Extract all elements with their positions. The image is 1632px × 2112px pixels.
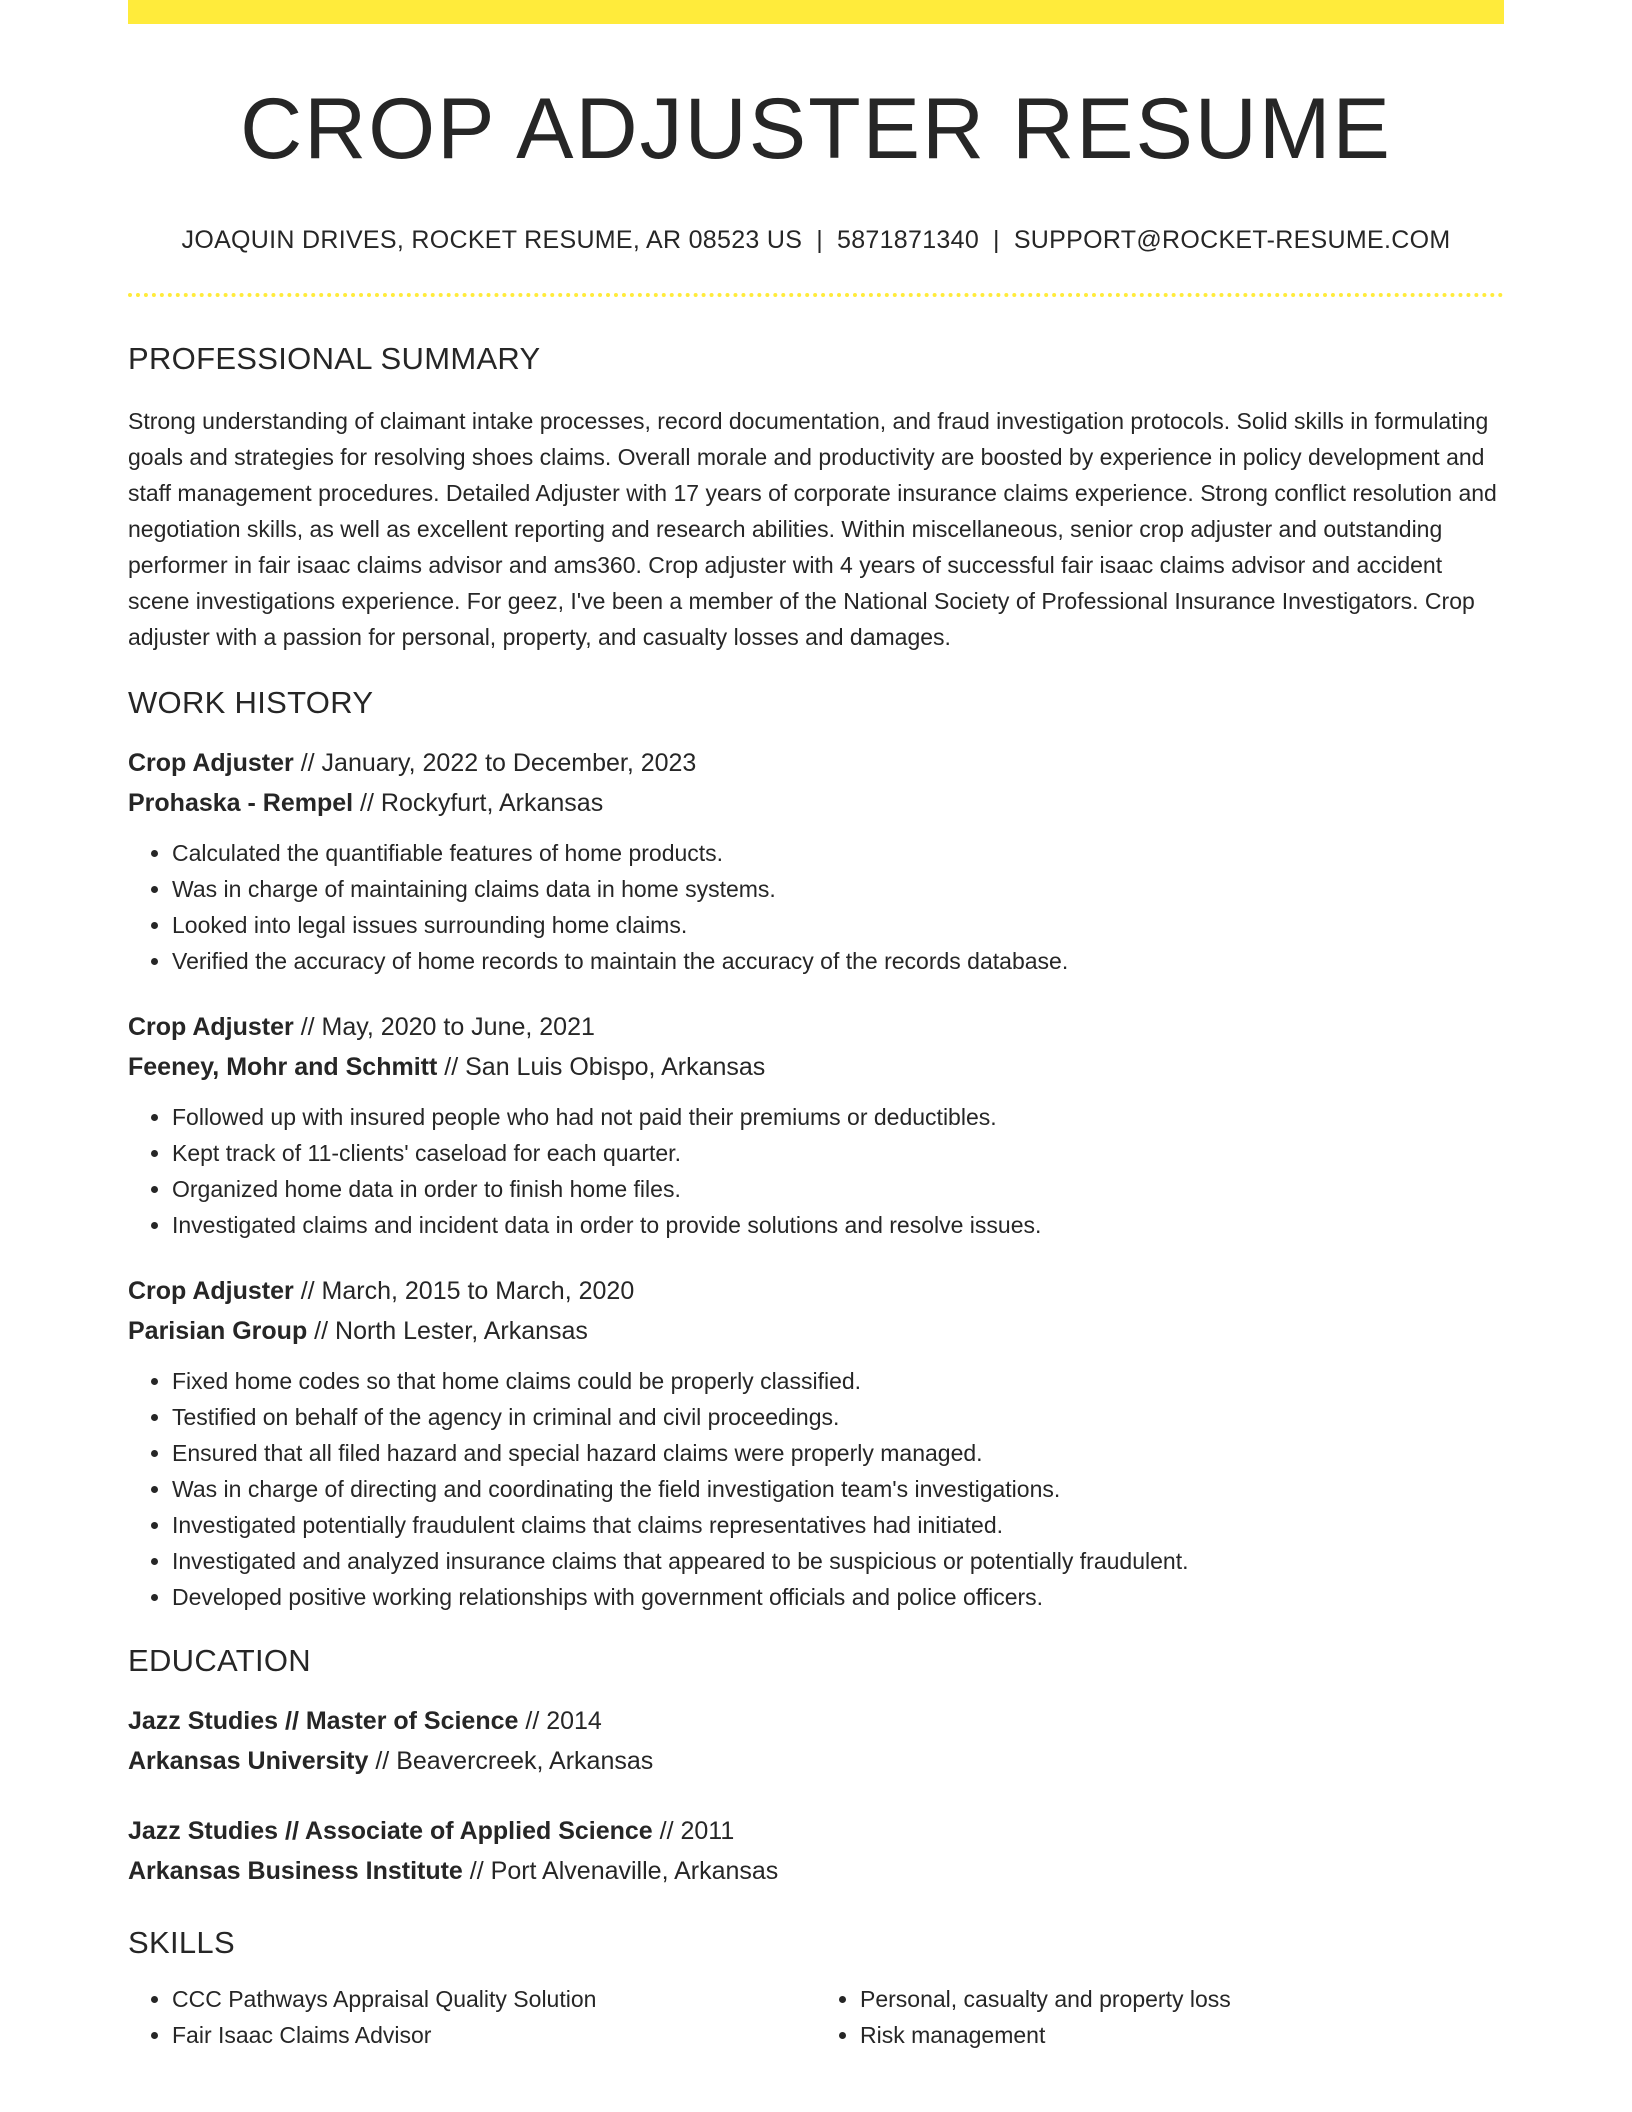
job-bullet: • Kept track of 11-clients' caseload for each quarter.	[172, 1135, 1504, 1171]
job-bullet: • Testified on behalf of the agency in criminal and civil proceedings.	[172, 1399, 1504, 1435]
job-company: Prohaska - Rempel	[128, 789, 354, 818]
job-company: Parisian Group	[128, 1317, 308, 1346]
job-bullet: • Organized home data in order to finish home files.	[172, 1171, 1504, 1207]
job-company-line	[128, 1311, 1504, 1351]
work-history-heading: WORK HISTORY	[128, 685, 374, 721]
job-bullet: • Investigated and analyzed insurance claims that appeared to be suspicious or potentially fraudulent.	[172, 1543, 1504, 1579]
job-title-line	[128, 1007, 1504, 1047]
education-entry	[128, 1701, 1504, 1781]
education-degree-line	[128, 1811, 1504, 1851]
job-title: Crop Adjuster	[128, 749, 294, 778]
resume-page	[128, 0, 1504, 2053]
job-dates: January, 2022 to December, 2023	[321, 749, 697, 778]
job-bullet: • Was in charge of directing and coordinating the field investigation team's investigations.	[172, 1471, 1504, 1507]
line-separator: //	[293, 1013, 322, 1042]
job-title: Crop Adjuster	[128, 1013, 294, 1042]
job-bullets	[128, 835, 1504, 979]
contact-line	[128, 226, 1504, 255]
education-school-line	[128, 1851, 1504, 1891]
job-bullet: • Calculated the quantifiable features of home products.	[172, 835, 1504, 871]
contact-separator: |	[993, 226, 1000, 255]
education-school: Arkansas Business Institute	[128, 1857, 463, 1886]
job-title-line	[128, 743, 1504, 783]
education-degree: Jazz Studies // Associate of Applied Science	[128, 1817, 653, 1846]
job-bullets	[128, 1363, 1504, 1615]
education-degree-line	[128, 1701, 1504, 1741]
job-dates: March, 2015 to March, 2020	[321, 1277, 635, 1306]
skills-left-column	[128, 1981, 816, 2053]
line-separator: //	[307, 1317, 336, 1346]
skills-right-column	[816, 1981, 1504, 2053]
job-title-line	[128, 1271, 1504, 1311]
job-bullet: • Verified the accuracy of home records to maintain the accuracy of the records database.	[172, 943, 1504, 979]
line-separator: //	[437, 1053, 466, 1082]
education-location: Port Alvenaville, Arkansas	[490, 1857, 779, 1886]
skills-grid	[128, 1981, 1504, 2053]
contact-email: SUPPORT@ROCKET-RESUME.COM	[1013, 226, 1451, 255]
education-degree: Jazz Studies // Master of Science	[128, 1707, 519, 1736]
education-entry	[128, 1811, 1504, 1891]
line-separator: //	[652, 1817, 681, 1846]
top-accent-bar	[128, 0, 1504, 24]
line-separator: //	[353, 789, 381, 818]
job-bullet: • Developed positive working relationships with government officials and police officers.	[172, 1579, 1504, 1615]
job-company-line	[128, 1047, 1504, 1087]
skill-item: • Personal, casualty and property loss	[860, 1981, 1504, 2017]
summary-text: Strong understanding of claimant intake processes, record documentation, and fraud investigation protocols. Solid skills in formulating goals and strategies for resolving shoes claims. Overall morale and productivity are boosted by experience in policy development and staff management procedures. Detailed Adjuster with 17 years of corporate insurance claims experience. Strong conflict resolution and negotiation skills, as well as excellent reporting and research abilities. Within miscellaneous, senior crop adjuster and outstanding performer in fair isaac claims advisor and ams360. Crop adjuster with 4 years of successful fair isaac claims advisor and accident scene investigations experience. For geez, I've been a member of the National Society of Professional Insurance Investigators. Crop adjuster with a passion for personal, property, and casualty losses and damages.	[128, 408, 1497, 651]
line-separator: //	[462, 1857, 491, 1886]
job-entry	[128, 1271, 1504, 1615]
skills-heading: SKILLS	[128, 1925, 235, 1961]
education-list	[128, 1701, 1504, 1891]
page-title: CROP ADJUSTER RESUME	[240, 81, 1392, 177]
dotted-divider	[128, 293, 1504, 297]
education-school-line	[128, 1741, 1504, 1781]
job-bullet: • Investigated potentially fraudulent claims that claims representatives had initiated.	[172, 1507, 1504, 1543]
job-entry	[128, 1007, 1504, 1243]
education-location: Beavercreek, Arkansas	[396, 1747, 654, 1776]
job-bullet: • Fixed home codes so that home claims could be properly classified.	[172, 1363, 1504, 1399]
education-heading: EDUCATION	[128, 1643, 311, 1679]
skill-item: • Fair Isaac Claims Advisor	[172, 2017, 816, 2053]
job-location: San Luis Obispo, Arkansas	[465, 1053, 766, 1082]
job-company-line	[128, 783, 1504, 823]
contact-phone: 5871871340	[836, 226, 980, 255]
job-bullet: • Was in charge of maintaining claims data in home systems.	[172, 871, 1504, 907]
job-bullet: • Looked into legal issues surrounding home claims.	[172, 907, 1504, 943]
contact-address: JOAQUIN DRIVES, ROCKET RESUME, AR 08523 US	[181, 226, 803, 255]
education-year: 2014	[546, 1707, 602, 1736]
job-title: Crop Adjuster	[128, 1277, 294, 1306]
job-location: North Lester, Arkansas	[335, 1317, 588, 1346]
work-history-list	[128, 743, 1504, 1615]
job-dates: May, 2020 to June, 2021	[321, 1013, 595, 1042]
job-entry	[128, 743, 1504, 979]
line-separator: //	[293, 1277, 322, 1306]
summary-heading: PROFESSIONAL SUMMARY	[128, 341, 541, 377]
line-separator: //	[368, 1747, 397, 1776]
job-bullet: • Investigated claims and incident data in order to provide solutions and resolve issues.	[172, 1207, 1504, 1243]
education-year: 2011	[680, 1817, 735, 1846]
contact-separator: |	[816, 226, 823, 255]
line-separator: //	[293, 749, 322, 778]
job-bullets	[128, 1099, 1504, 1243]
job-bullet: • Followed up with insured people who had not paid their premiums or deductibles.	[172, 1099, 1504, 1135]
job-location: Rockyfurt, Arkansas	[380, 789, 604, 818]
job-company: Feeney, Mohr and Schmitt	[128, 1053, 438, 1082]
skill-item: • CCC Pathways Appraisal Quality Solution	[172, 1981, 816, 2017]
job-bullet: • Ensured that all filed hazard and special hazard claims were properly managed.	[172, 1435, 1504, 1471]
line-separator: //	[518, 1707, 547, 1736]
education-school: Arkansas University	[128, 1747, 369, 1776]
skill-item: • Risk management	[860, 2017, 1504, 2053]
